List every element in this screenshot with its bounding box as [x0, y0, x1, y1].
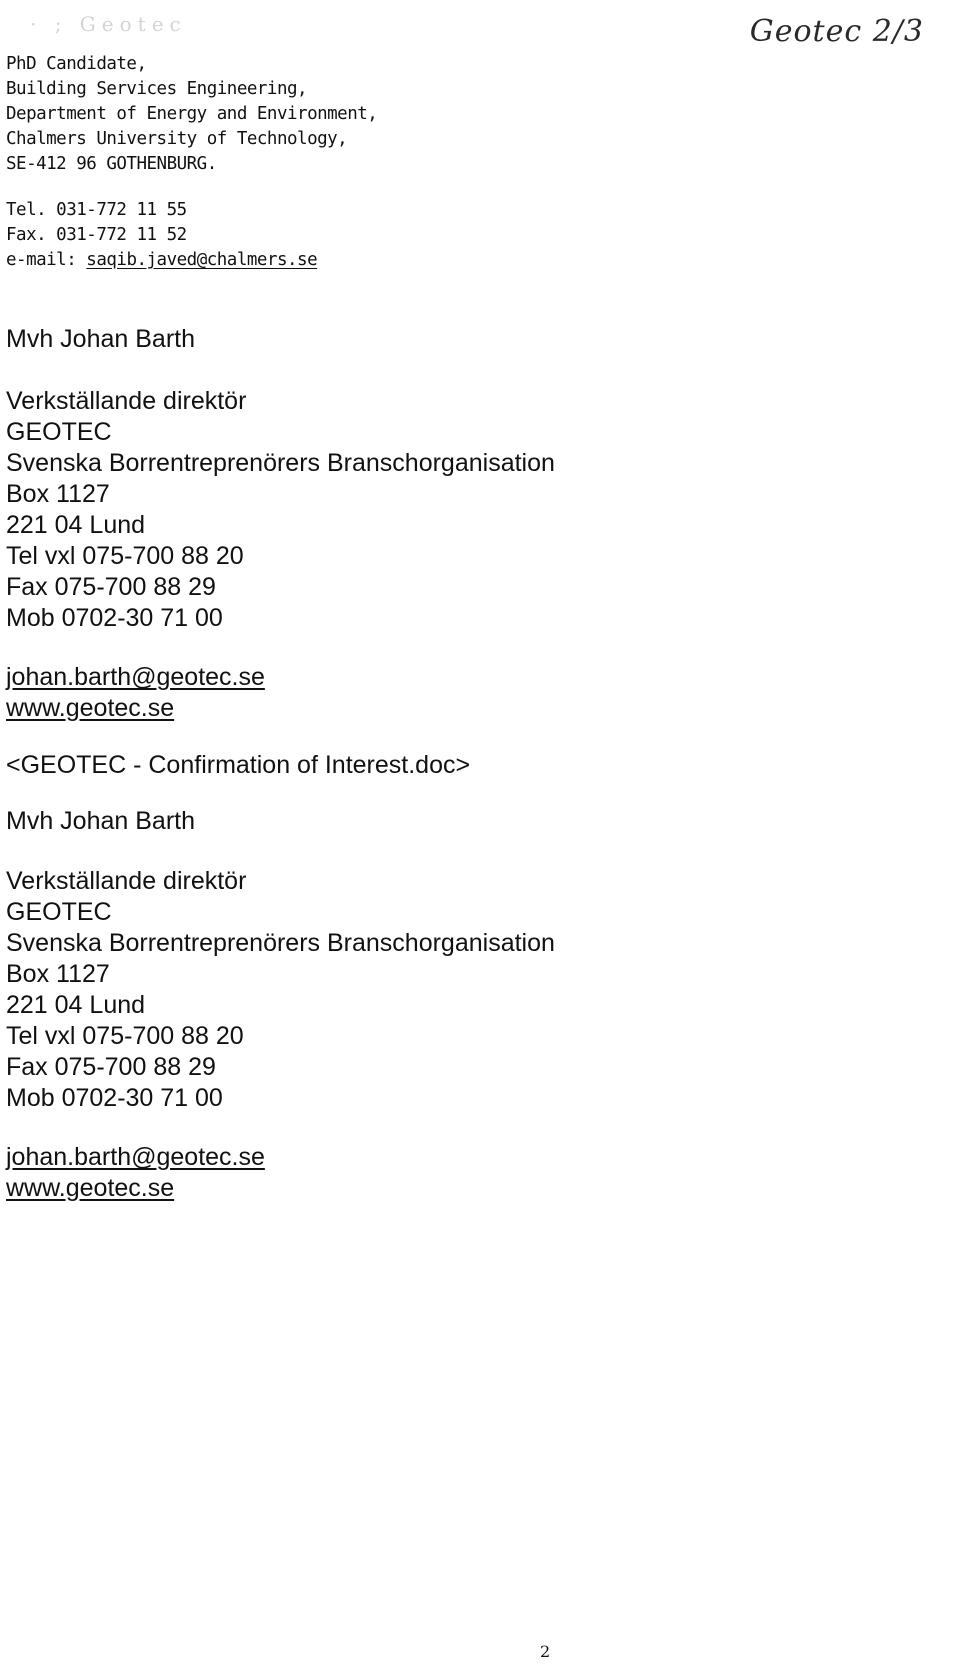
sender-line: Building Services Engineering,	[6, 79, 308, 99]
scan-smudge: · ; Geotec	[30, 12, 187, 36]
attachment-reference: <GEOTEC - Confirmation of Interest.doc>	[6, 751, 471, 779]
sender-block	[6, 52, 377, 177]
sender-line: SE-412 96 GOTHENBURG.	[6, 154, 217, 174]
signature-block	[6, 866, 555, 1114]
signature-line: Verkställande direktör	[6, 387, 247, 415]
signature-line: Mob 0702-30 71 00	[6, 604, 223, 632]
signature-line: 221 04 Lund	[6, 991, 146, 1019]
signature-line: Tel vxl 075-700 88 20	[6, 1022, 244, 1050]
sender-line: PhD Candidate,	[6, 54, 147, 74]
sender-email-link[interactable]: saqib.javed@chalmers.se	[86, 250, 318, 270]
email-label: e-mail:	[6, 250, 87, 270]
signature-line: Fax 075-700 88 29	[6, 1053, 216, 1081]
sender-line: Department of Energy and Environment,	[6, 104, 378, 124]
signature-block	[6, 386, 555, 634]
signature-line: Tel vxl 075-700 88 20	[6, 542, 244, 570]
signature-greeting: Mvh Johan Barth	[6, 807, 195, 835]
signature-line: Mob 0702-30 71 00	[6, 1084, 223, 1112]
signature-line: Fax 075-700 88 29	[6, 573, 216, 601]
signature-email-link[interactable]: johan.barth@geotec.se	[6, 663, 265, 691]
sender-tel: Tel. 031-772 11 55	[6, 200, 187, 220]
signature-email-link[interactable]: johan.barth@geotec.se	[6, 1143, 265, 1171]
sender-contact	[6, 198, 317, 273]
signature-line: Verkställande direktör	[6, 867, 247, 895]
signature-line: Box 1127	[6, 960, 110, 988]
sender-line: Chalmers University of Technology,	[6, 129, 348, 149]
handwritten-annotation: Geotec 2/3	[749, 14, 924, 49]
signature-web-link[interactable]: www.geotec.se	[6, 694, 175, 722]
signature-greeting: Mvh Johan Barth	[6, 325, 195, 353]
signature-links	[6, 1142, 265, 1204]
signature-line: Svenska Borrentreprenörers Branschorganisation	[6, 449, 555, 477]
page-number: 2	[540, 1642, 551, 1661]
signature-line: Svenska Borrentreprenörers Branschorganisation	[6, 929, 555, 957]
signature-web-link[interactable]: www.geotec.se	[6, 1174, 175, 1202]
signature-line: GEOTEC	[6, 418, 112, 446]
sender-email-row	[6, 248, 317, 273]
signature-links	[6, 662, 265, 724]
signature-line: 221 04 Lund	[6, 511, 146, 539]
signature-line: GEOTEC	[6, 898, 112, 926]
sender-fax: Fax. 031-772 11 52	[6, 225, 187, 245]
signature-line: Box 1127	[6, 480, 110, 508]
